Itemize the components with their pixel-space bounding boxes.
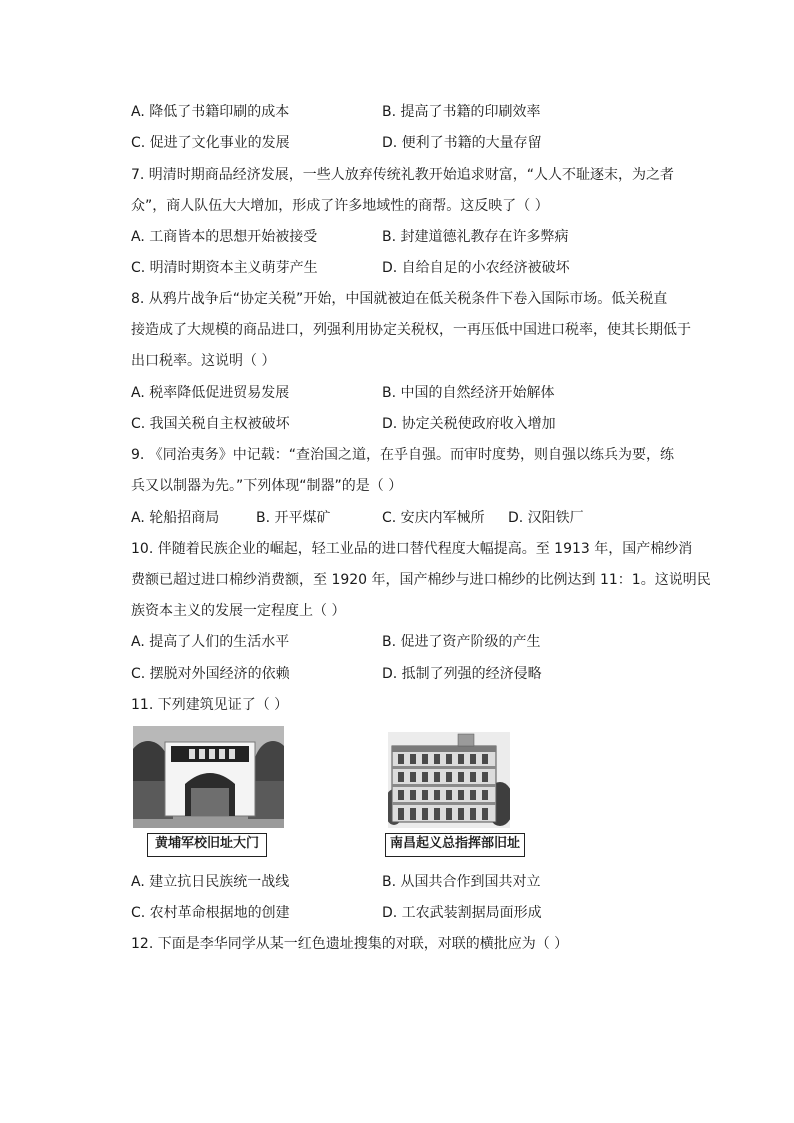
whampoa-gate-photo xyxy=(133,726,284,828)
q11-option-c: C. 农村革命根据地的创建 xyxy=(131,905,290,921)
q10-option-c: C. 摆脱对外国经济的依赖 xyxy=(131,666,290,682)
q8-option-b: B. 中国的自然经济开始解体 xyxy=(382,385,555,401)
q6-option-a: A. 降低了书籍印刷的成本 xyxy=(131,104,290,120)
q9-option-d: D. 汉阳铁厂 xyxy=(508,510,584,526)
q12-stem: 12. 下面是李华同学从某一红色遗址搜集的对联，对联的横批应为（ ） xyxy=(131,936,569,952)
q10-option-b: B. 促进了资产阶级的产生 xyxy=(382,634,541,650)
q10-option-d: D. 抵制了列强的经济侵略 xyxy=(382,666,542,682)
q8-option-c: C. 我国关税自主权被破坏 xyxy=(131,416,290,432)
q7-option-c: C. 明清时期资本主义萌芽产生 xyxy=(131,260,318,276)
nanchang-hq-photo xyxy=(388,732,510,828)
q7-option-b: B. 封建道德礼教存在许多弊病 xyxy=(382,229,569,245)
q11-option-d: D. 工农武装割据局面形成 xyxy=(382,905,542,921)
q8-stem-line3: 出口税率。这说明（ ） xyxy=(131,353,276,369)
q7-stem-line2: 众”，商人队伍大大增加，形成了许多地域性的商帮。这反映了（ ） xyxy=(131,198,549,214)
q11-option-a: A. 建立抗日民族统一战线 xyxy=(131,874,290,890)
q6-option-b: B. 提高了书籍的印刷效率 xyxy=(382,104,541,120)
q10-option-a: A. 提高了人们的生活水平 xyxy=(131,634,290,650)
q8-stem-line2: 接造成了大规模的商品进口，列强利用协定关税权，一再压低中国进口税率，使其长期低于 xyxy=(131,322,691,338)
q10-stem-line2: 费额已超过进口棉纱消费额，至 1920 年，国产棉纱与进口棉纱的比例达到 11：1。这说明民 xyxy=(131,572,711,588)
q9-option-a: A. 轮船招商局 xyxy=(131,510,220,526)
q11-option-b: B. 从国共合作到国共对立 xyxy=(382,874,541,890)
q10-stem-line3: 族资本主义的发展一定程度上（ ） xyxy=(131,603,346,619)
q8-option-d: D. 协定关税使政府收入增加 xyxy=(382,416,556,432)
q6-option-d: D. 便利了书籍的大量存留 xyxy=(382,135,542,151)
q7-option-d: D. 自给自足的小农经济被破坏 xyxy=(382,260,570,276)
nanchang-hq-caption: 南昌起义总指挥部旧址 xyxy=(385,833,525,857)
q11-stem: 11. 下列建筑见证了（ ） xyxy=(131,697,289,713)
q9-option-c: C. 安庆内军械所 xyxy=(382,510,485,526)
whampoa-gate-caption: 黄埔军校旧址大门 xyxy=(147,833,267,857)
q7-option-a: A. 工商皆本的思想开始被接受 xyxy=(131,229,318,245)
q8-option-a: A. 税率降低促进贸易发展 xyxy=(131,385,290,401)
q6-option-c: C. 促进了文化事业的发展 xyxy=(131,135,290,151)
q9-option-b: B. 开平煤矿 xyxy=(256,510,331,526)
q8-stem-line1: 8. 从鸦片战争后“协定关税”开始，中国就被迫在低关税条件下卷入国际市场。低关税直 xyxy=(131,291,668,307)
q10-stem-line1: 10. 伴随着民族企业的崛起，轻工业品的进口替代程度大幅提高。至 1913 年，国产棉纱消 xyxy=(131,541,693,557)
q9-stem-line2: 兵又以制器为先。”下列体现“制器”的是（ ） xyxy=(131,478,403,494)
q9-stem-line1: 9. 《同治夷务》中记载：“查治国之道，在乎自强。而审时度势，则自强以练兵为要，练 xyxy=(131,447,675,463)
q7-stem-line1: 7. 明清时期商品经济发展，一些人放弃传统礼教开始追求财富，“人人不耻逐末，为之者 xyxy=(131,167,675,183)
